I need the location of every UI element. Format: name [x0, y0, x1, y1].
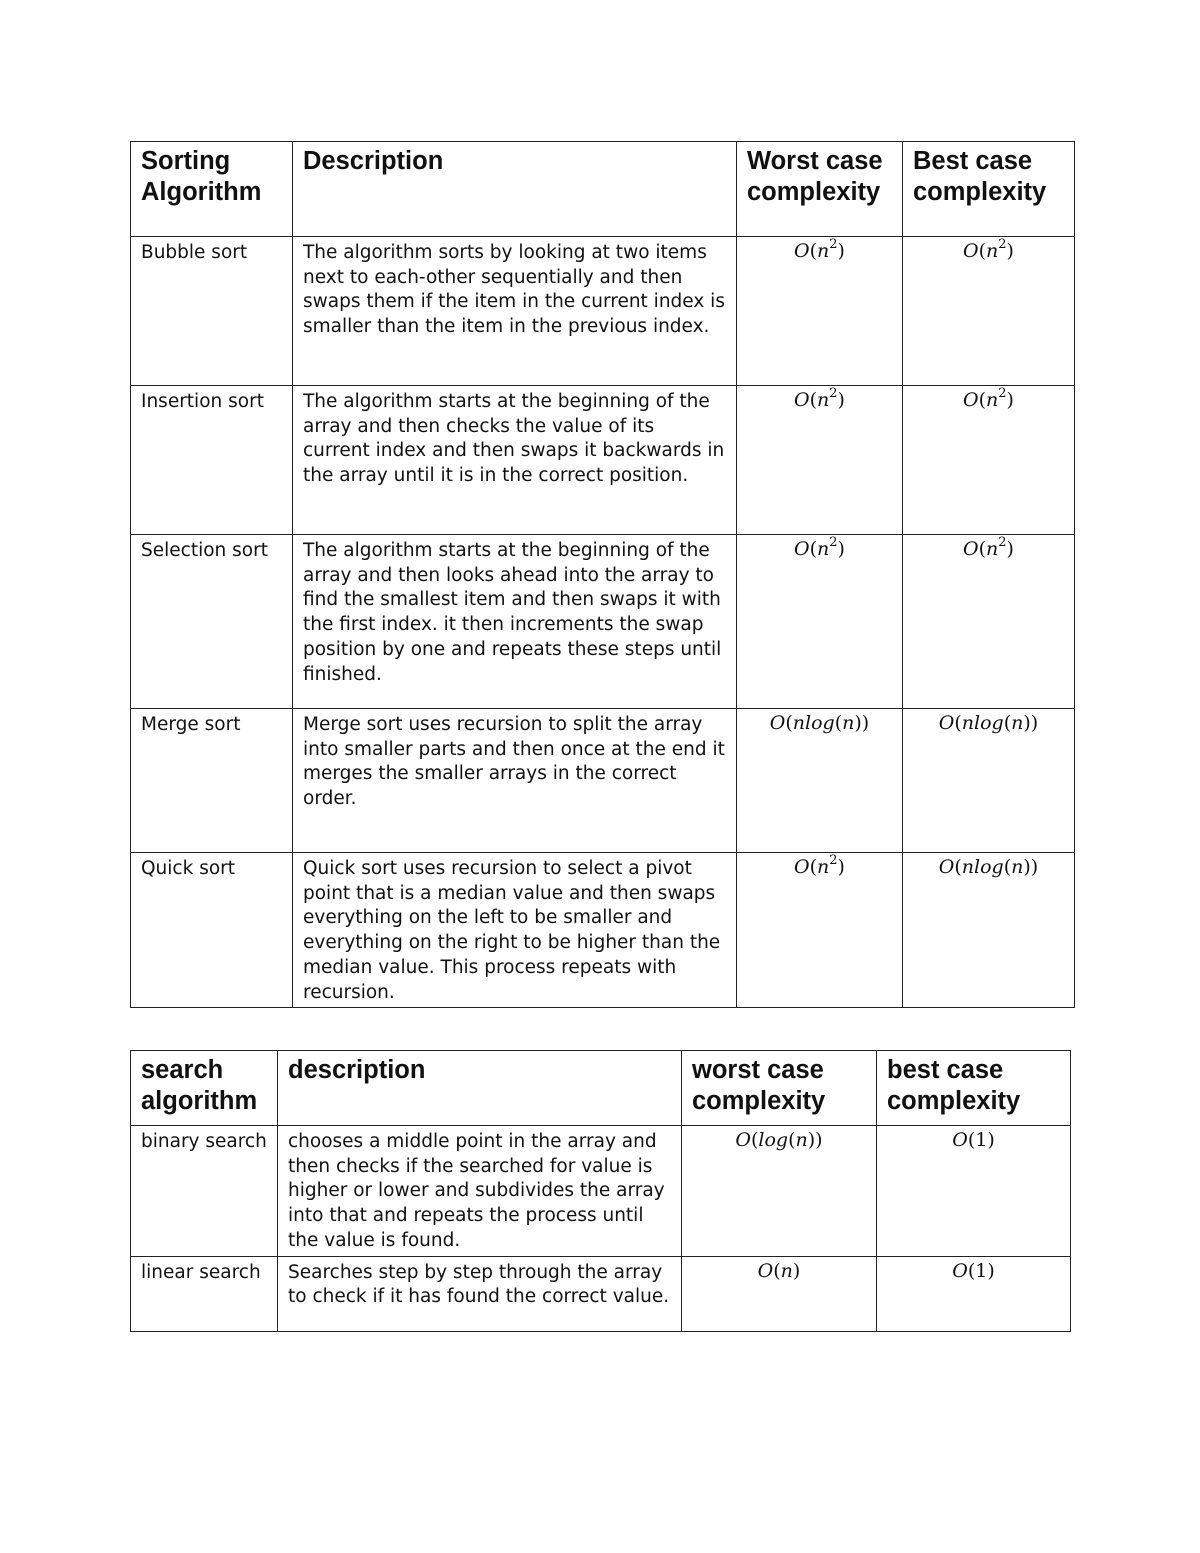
best-case-complexity: O(1) — [877, 1256, 1071, 1331]
column-header: Best case complexity — [903, 142, 1075, 237]
column-header: Sorting Algorithm — [131, 142, 293, 237]
table-row — [131, 1256, 1071, 1331]
algorithm-name: Selection sort — [131, 535, 293, 709]
table-header-row — [131, 1051, 1071, 1126]
best-case-complexity: O(nlog(n)) — [903, 709, 1075, 853]
algorithm-description: The algorithm starts at the beginning of the array and then looks ahead into the array to find the smallest item and then swaps it with the first index. it then increments the swap position by one and repeats these steps until finished. — [293, 535, 737, 709]
column-header: Description — [293, 142, 737, 237]
algorithm-name: binary search — [131, 1126, 278, 1257]
table-row — [131, 709, 1075, 853]
worst-case-complexity: O(log(n)) — [682, 1126, 877, 1257]
worst-case-complexity: $O(n^2)$ — [737, 853, 903, 1008]
worst-case-complexity: $O(n^2)$ — [737, 237, 903, 386]
table-row — [131, 237, 1075, 386]
table-header-row — [131, 142, 1075, 237]
column-header: Worst case complexity — [737, 142, 903, 237]
algorithm-name: Quick sort — [131, 853, 293, 1008]
worst-case-complexity: O(n) — [682, 1256, 877, 1331]
worst-case-complexity: $O(n^2)$ — [737, 535, 903, 709]
algorithm-description: chooses a middle point in the array and then checks if the searched for value is higher or lower and subdivides the array into that and repeats the process until the value is found. — [278, 1126, 682, 1257]
best-case-complexity: O(1) — [877, 1126, 1071, 1257]
column-header: best case complexity — [877, 1051, 1071, 1126]
column-header: worst case complexity — [682, 1051, 877, 1126]
algorithm-description: Quick sort uses recursion to select a pivot point that is a median value and then swaps everything on the left to be smaller and everything on the right to be higher than the median value. This process repeats with recursion. — [293, 853, 737, 1008]
algorithm-description: Merge sort uses recursion to split the array into smaller parts and then once at the end it merges the smaller arrays in the correct order. — [293, 709, 737, 853]
algorithm-description: Searches step by step through the array to check if it has found the correct value. — [278, 1256, 682, 1331]
best-case-complexity: $O(n^2)$ — [903, 237, 1075, 386]
algorithm-name: linear search — [131, 1256, 278, 1331]
table-row — [131, 535, 1075, 709]
algorithm-description: The algorithm starts at the beginning of the array and then checks the value of its current index and then swaps it backwards in the array until it is in the correct position. — [293, 386, 737, 535]
table-row — [131, 853, 1075, 1008]
algorithm-name: Merge sort — [131, 709, 293, 853]
column-header: description — [278, 1051, 682, 1126]
worst-case-complexity: O(nlog(n)) — [737, 709, 903, 853]
search-algorithms-table — [130, 1050, 1071, 1332]
best-case-complexity: O(nlog(n)) — [903, 853, 1075, 1008]
best-case-complexity: $O(n^2)$ — [903, 535, 1075, 709]
table-row — [131, 386, 1075, 535]
algorithm-name: Bubble sort — [131, 237, 293, 386]
sorting-algorithms-table — [130, 141, 1075, 1008]
best-case-complexity: $O(n^2)$ — [903, 386, 1075, 535]
table-row — [131, 1126, 1071, 1257]
algorithm-name: Insertion sort — [131, 386, 293, 535]
worst-case-complexity: $O(n^2)$ — [737, 386, 903, 535]
column-header: search algorithm — [131, 1051, 278, 1126]
algorithm-description: The algorithm sorts by looking at two items next to each-other sequentially and then swaps them if the item in the current index is smaller than the item in the previous index. — [293, 237, 737, 386]
